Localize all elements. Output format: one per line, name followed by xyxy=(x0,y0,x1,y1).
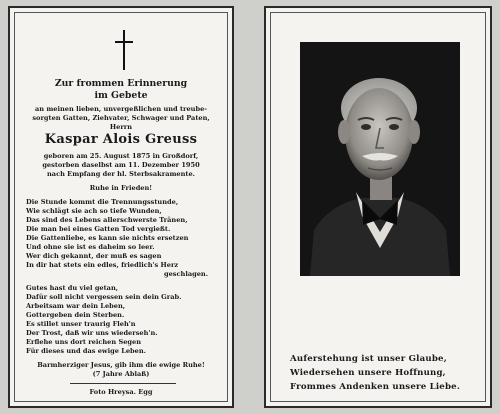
verse-line: Auferstehung ist unser Glaube, xyxy=(290,354,447,364)
poem-line: Dafür soll nicht vergessen sein dein Grab. xyxy=(26,293,182,301)
poem-line: Es stillet unser traurig Fleh'n xyxy=(26,320,136,328)
poem-line: Gottergeben dein Sterben. xyxy=(26,311,125,319)
dedication-line: sorgten Gatten, Ziehvater, Schwager und Paten, xyxy=(32,114,210,122)
poem-line: Das sind des Lebens allerschwerste Tränen, xyxy=(26,216,188,224)
verse-line: Frommes Andenken unsere Liebe. xyxy=(290,382,461,392)
heading-line-2: im Gebete xyxy=(94,90,148,101)
portrait-image xyxy=(300,42,460,276)
life-line: gestorben daselbst am 11. Dezember 1950 xyxy=(42,161,200,169)
poem-line: Gutes hast du viel getan, xyxy=(26,284,119,292)
poem-line: Arbeitsam war dein Leben, xyxy=(26,302,126,310)
divider xyxy=(70,383,176,384)
memorial-photo-card xyxy=(264,6,492,408)
portrait-photo xyxy=(300,42,460,276)
indulgence-line: (7 Jahre Ablaß) xyxy=(92,370,150,378)
prayer-line: Barmherziger Jesus, gib ihm die ewige Ruhe! xyxy=(37,361,205,369)
poem-line: Wer dich gekannt, der muß es sagen xyxy=(26,252,162,260)
poem-line: Für dieses und das ewige Leben. xyxy=(26,347,146,355)
poem-line: Die Stunde kommt die Trennungsstunde, xyxy=(26,198,179,206)
title-herrn: Herrn xyxy=(109,123,133,131)
rest-in-peace: Ruhe in Frieden! xyxy=(89,184,153,192)
poem-line: Und ohne sie ist es daheim so leer. xyxy=(26,243,155,251)
life-line: nach Empfang der hl. Sterbsakramente. xyxy=(47,170,195,178)
cross-icon xyxy=(114,30,134,70)
poem-line: Die man bei eines Gatten Tod vergießt. xyxy=(26,225,171,233)
poem-line: Erflehe uns dort reichen Segen xyxy=(26,338,142,346)
poem-line: In dir hat stets ein edles, friedlich's Herz xyxy=(26,261,179,269)
photo-credit: Foto Hreysa. Egg xyxy=(89,388,153,396)
poem-line: Wie schlägt sie ach so tiefe Wunden, xyxy=(26,207,162,215)
deceased-name: Kaspar Alois Greuss xyxy=(44,132,198,147)
poem-line: Der Trost, daß wir uns wiederseh'n. xyxy=(26,329,158,337)
poem-line-end: geschlagen. xyxy=(164,270,208,278)
poem-line: Die Gattenliebe, es kann sie nichts ersetzen xyxy=(26,234,189,242)
life-line: geboren am 25. August 1875 in Großdorf, xyxy=(43,152,199,160)
verse-line: Wiedersehen unsere Hoffnung, xyxy=(290,368,446,378)
dedication-line: an meinen lieben, unvergeßlichen und treube- xyxy=(34,105,208,113)
memorial-text-card xyxy=(8,6,234,408)
heading-line-1: Zur frommen Erinnerung xyxy=(54,78,188,89)
